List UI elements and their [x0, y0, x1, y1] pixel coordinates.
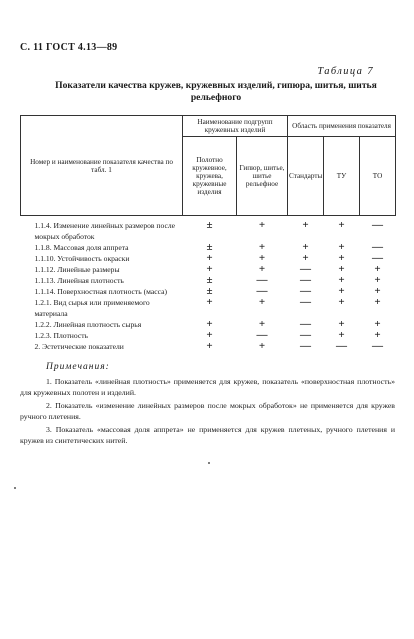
cell-guipure: — [256, 285, 268, 297]
cell-to: + [374, 263, 381, 275]
cell-to: + [374, 285, 381, 297]
table-number: Таблица 7 [317, 66, 374, 77]
cell-guipure: — [256, 329, 268, 341]
cell-standards: — [300, 318, 312, 330]
table-row [21, 220, 396, 242]
note-item: 3. Показатель «массовая доля аппрета» не применяется для кружев плетеных, ручного плетения и кружев из синтетических нитей. [20, 425, 395, 445]
note-item: 2. Показатель «изменение линейных размеров после мокрых обработок» не применяется для кружев ручного плетения. [20, 401, 395, 421]
row-label: 1.1.4. Изменение линейных размеров после мокрых обработок [34, 221, 175, 241]
cell-to: — [372, 241, 384, 253]
cell-standards: — [300, 285, 312, 297]
cell-lace: ± [206, 285, 213, 297]
col-group: Наименование подгрупп кружевных изделий [183, 116, 288, 137]
col-tu: ТУ [324, 137, 360, 216]
page-header: С. 11 ГОСТ 4.13—89 [20, 42, 118, 53]
cell-tu: + [338, 241, 345, 253]
row-label: 1.2.2. Линейная плотность сырья [34, 320, 142, 329]
cell-guipure: + [258, 263, 266, 275]
cell-guipure: + [258, 252, 266, 264]
cell-standards: + [302, 252, 309, 264]
cell-to: — [372, 219, 384, 231]
cell-guipure: + [258, 296, 266, 308]
col-standards: Стандарты [288, 137, 324, 216]
scan-speck [14, 487, 16, 489]
cell-tu: + [338, 219, 345, 231]
col-scope: Область применения показателя [288, 116, 396, 137]
cell-to: + [374, 296, 381, 308]
cell-standards: + [302, 241, 309, 253]
row-label: 1.1.13. Линейная плотность [34, 276, 124, 285]
cell-tu: + [338, 329, 345, 341]
row-label: 1.1.14. Поверхностная плотность (масса) [34, 287, 167, 296]
notes-heading: Примечания: [46, 362, 110, 372]
cell-guipure: + [258, 241, 266, 253]
cell-lace: + [206, 252, 213, 264]
cell-to: + [374, 274, 381, 286]
cell-guipure: + [258, 340, 266, 352]
cell-guipure: + [258, 318, 266, 330]
cell-tu: + [338, 252, 345, 264]
cell-standards: — [300, 340, 312, 352]
cell-tu: — [336, 340, 348, 352]
col-to: ТО [360, 137, 396, 216]
cell-lace: + [206, 263, 213, 275]
cell-tu: + [338, 318, 345, 330]
cell-standards: + [302, 219, 309, 231]
cell-standards: — [300, 329, 312, 341]
row-label: 1.1.12. Линейные размеры [34, 265, 120, 274]
row-label: 1.1.8. Массовая доля аппрета [34, 243, 129, 252]
cell-lace: ± [206, 219, 213, 231]
row-label: 1.2.1. Вид сырья или применяемого материала [34, 298, 150, 318]
scan-speck [208, 462, 210, 464]
cell-lace: ± [206, 274, 213, 286]
cell-standards: — [300, 263, 312, 275]
row-label: 1.1.10. Устойчивость окраски [34, 254, 130, 263]
table-title: Показатели качества кружев, кружевных изделий, гипюра, шитья, шитья рельефного [55, 80, 377, 103]
cell-tu: + [338, 274, 345, 286]
row-label: 2. Эстетические показатели [34, 342, 124, 351]
quality-table [20, 115, 396, 352]
cell-lace: ± [206, 241, 213, 253]
note-item: 1. Показатель «линейная плотность» применяется для кружев, показатель «поверхностная плотность» для кружевных полотен и изделий. [20, 377, 395, 397]
cell-to: — [372, 340, 384, 352]
cell-lace: + [206, 329, 213, 341]
cell-lace: + [206, 296, 213, 308]
notes-section [20, 362, 395, 448]
col-guipure: Гипюр, шитье, шитье рельефное [237, 137, 288, 216]
cell-lace: + [206, 340, 213, 352]
cell-standards: — [300, 296, 312, 308]
cell-tu: + [338, 263, 345, 275]
col-lace: Полотно кружевное, кружева, кружевные изделия [183, 137, 237, 216]
cell-tu: + [338, 285, 345, 297]
cell-to: — [372, 252, 384, 264]
table-row [21, 341, 396, 352]
cell-to: + [374, 318, 381, 330]
row-label: 1.2.3. Плотность [34, 331, 88, 340]
cell-guipure: — [256, 274, 268, 286]
cell-to: + [374, 329, 381, 341]
cell-lace: + [206, 318, 213, 330]
cell-standards: — [300, 274, 312, 286]
cell-guipure: + [258, 219, 266, 231]
col-indicator: Номер и наименование показателя качества по табл. 1 [21, 116, 183, 216]
cell-tu: + [338, 296, 345, 308]
table-row [21, 297, 396, 319]
